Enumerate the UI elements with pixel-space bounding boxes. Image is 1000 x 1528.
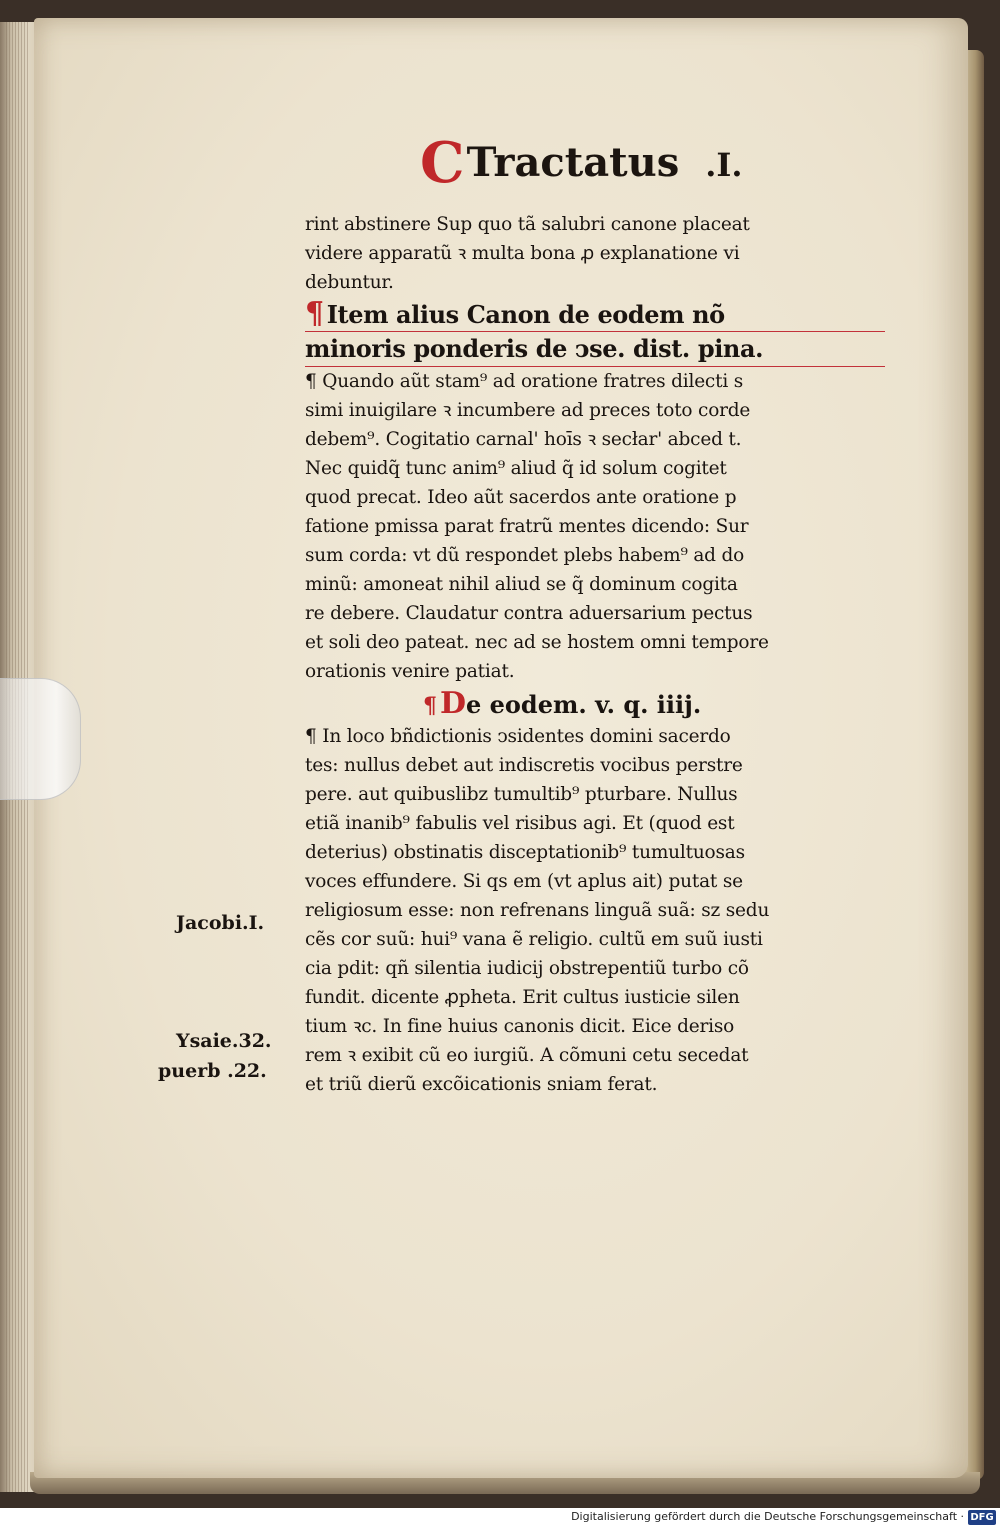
folio-number: .I. (705, 146, 743, 184)
text-line: quod precat. Ideo aũt sacerdos ante oratione p (305, 487, 737, 508)
text-line: rint abstinere Sup quo tã salubri canone placeat (305, 214, 750, 235)
rubric-heading-line: minoris ponderis de ↄse. dist. pina. (305, 332, 885, 367)
text-line: ¶ Quando aũt stam⁹ ad oratione fratres dilecti s (305, 371, 744, 392)
text-line: et soli deo pateat. nec ad se hostem omni tempore (305, 632, 769, 653)
text-line: ¶ In loco bñdictionis ↄsidentes domini sacerdo (305, 726, 731, 747)
rubric-text: Item alius Canon de eodem nõ (326, 300, 725, 329)
text-line: religiosum esse: non refrenans linguã suã: sz sedu (305, 900, 770, 921)
rubric-heading-2 (305, 686, 885, 722)
red-initial-d: D (440, 686, 467, 721)
text-line: sum corda: vt dũ respondet plebs habem⁹ ad do (305, 545, 745, 566)
footer-credit: Digitalisierung gefördert durch die Deutsche Forschungsgemeinschaft · (571, 1510, 964, 1523)
main-text (305, 210, 885, 1099)
text-line: rem ꝛ exibit cũ eo iurgiũ. A cõmuni cetu secedat (305, 1045, 749, 1066)
text-line: cia pdit: qñ silentia iudicij obstrepentiũ turbo cõ (305, 958, 749, 979)
header-title: Tractatus (466, 139, 680, 186)
text-line: re debere. Claudatur contra aduersarium pectus (305, 603, 753, 624)
text-line: fundit. dicente ꝓpheta. Erit cultus iusticie silen (305, 987, 740, 1008)
text-line: debem⁹. Cogitatio carnal' hoīs ꝛ secłar' abced t. (305, 429, 742, 450)
text-line: cẽs cor suũ: hui⁹ vana ẽ religio. cultũ em suũ iusti (305, 929, 763, 950)
margin-note-proverbs: puerb .22. (158, 1060, 267, 1082)
text-line: videre apparatũ ꝛ multa bona ꝓ explanatione vi (305, 243, 740, 264)
text-line: minũ: amoneat nihil aliud se q̃ dominum cogita (305, 574, 738, 595)
text-line: et triũ dierũ excõicationis sniam ferat. (305, 1074, 658, 1095)
text-line: simi inuigilare ꝛ incumbere ad preces toto corde (305, 400, 751, 421)
rubric-heading-line (305, 297, 885, 332)
text-line: deterius) obstinatis disceptationib⁹ tumultuosas (305, 842, 745, 863)
text-line: tium ꝛc. In fine huius canonis dicit. Eice deriso (305, 1016, 735, 1037)
text-line: fatione pmissa parat fratrũ mentes dicendo: Sur (305, 516, 749, 537)
text-line: orationis venire patiat. (305, 661, 515, 682)
red-pilcrow: ¶ (305, 296, 324, 331)
text-line: Nec quidq̃ tunc anim⁹ aliud q̃ id solum cogitet (305, 458, 727, 479)
red-pilcrow: ¶ (423, 693, 437, 719)
text-line: tes: nullus debet aut indiscretis vocibus perstre (305, 755, 743, 776)
page-header (420, 130, 760, 196)
text-line: pere. aut quibuslibz tumultib⁹ pturbare. Nullus (305, 784, 738, 805)
text-line: voces effundere. Si qs em (vt aplus ait) putat se (305, 871, 743, 892)
text-line: etiã inanib⁹ fabulis vel risibus agi. Et (quod est (305, 813, 735, 834)
rubric-text: e eodem. v. q. iiij. (466, 690, 702, 719)
page-clip (0, 678, 81, 800)
header-red-initial: C (420, 130, 465, 196)
margin-note-jacobi: Jacobi.I. (176, 912, 265, 934)
margin-note-ysaie: Ysaie.32. (176, 1030, 272, 1052)
text-line: debuntur. (305, 272, 394, 293)
dfg-logo: DFG (968, 1510, 996, 1525)
